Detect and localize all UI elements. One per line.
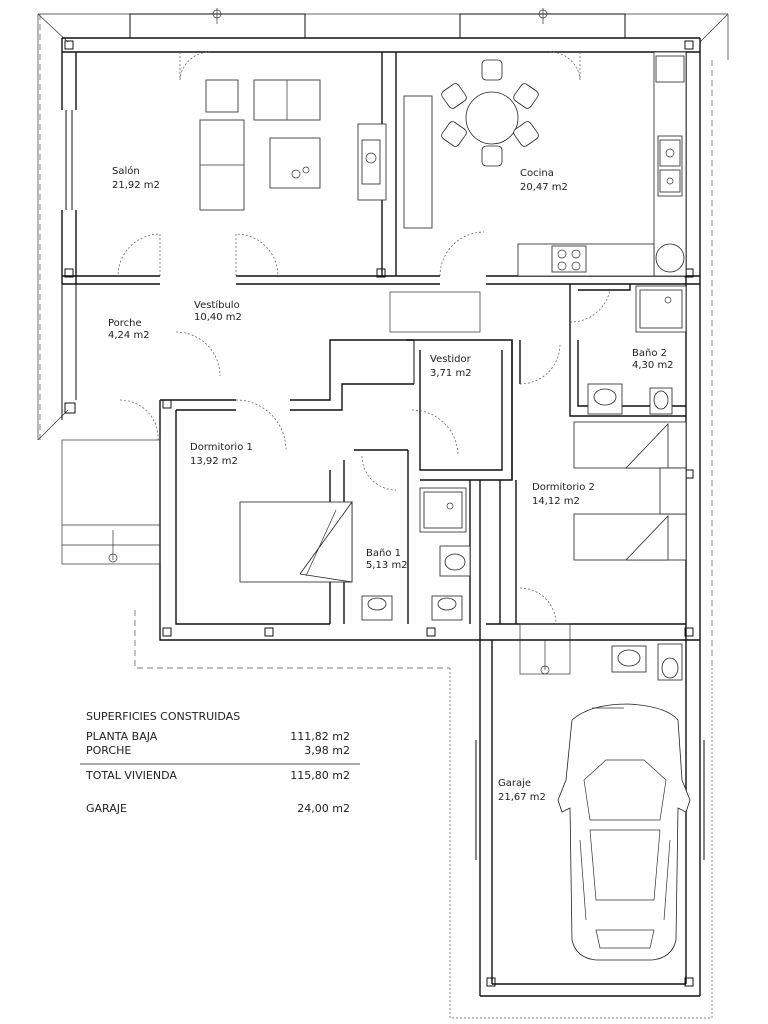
surface-value: 111,82 m2 xyxy=(290,730,350,743)
surface-label: GARAJE xyxy=(86,802,127,815)
room-name: Baño 2 xyxy=(632,348,667,359)
room-name: Garaje xyxy=(498,778,532,789)
surface-value: 3,98 m2 xyxy=(304,744,350,757)
surfaces-table xyxy=(80,710,360,815)
top-windows xyxy=(130,8,625,38)
room-area: 14,12 m2 xyxy=(532,496,580,507)
surface-label: PLANTA BAJA xyxy=(86,730,158,743)
room-area: 21,67 m2 xyxy=(498,792,546,803)
room-area: 4,30 m2 xyxy=(632,360,674,371)
room-name: Vestidor xyxy=(430,354,471,365)
room-area: 21,92 m2 xyxy=(112,180,160,191)
room-name: Dormitorio 1 xyxy=(190,442,253,453)
surface-value: 24,00 m2 xyxy=(297,802,350,815)
room-area: 3,71 m2 xyxy=(430,368,472,379)
salon-furniture xyxy=(200,80,386,210)
room-area: 10,40 m2 xyxy=(194,312,242,323)
cocina-furniture xyxy=(404,52,686,276)
bano-fixtures xyxy=(362,286,686,680)
surface-value: 115,80 m2 xyxy=(290,769,350,782)
room-area: 13,92 m2 xyxy=(190,456,238,467)
room-name: Cocina xyxy=(520,168,554,179)
room-area: 5,13 m2 xyxy=(366,560,408,571)
room-name: Salón xyxy=(112,166,140,177)
room-name: Porche xyxy=(108,318,142,329)
garage-car xyxy=(558,704,690,960)
surfaces-title: SUPERFICIES CONSTRUIDAS xyxy=(86,710,241,723)
surface-label: PORCHE xyxy=(86,744,132,757)
surface-label: TOTAL VIVIENDA xyxy=(86,769,177,782)
room-area: 4,24 m2 xyxy=(108,330,150,341)
room-area: 20,47 m2 xyxy=(520,182,568,193)
porch-steps xyxy=(62,292,570,674)
room-name: Baño 1 xyxy=(366,548,401,559)
room-name: Dormitorio 2 xyxy=(532,482,595,493)
dormitorio1-bed xyxy=(240,502,352,582)
room-name: Vestíbulo xyxy=(194,300,240,311)
